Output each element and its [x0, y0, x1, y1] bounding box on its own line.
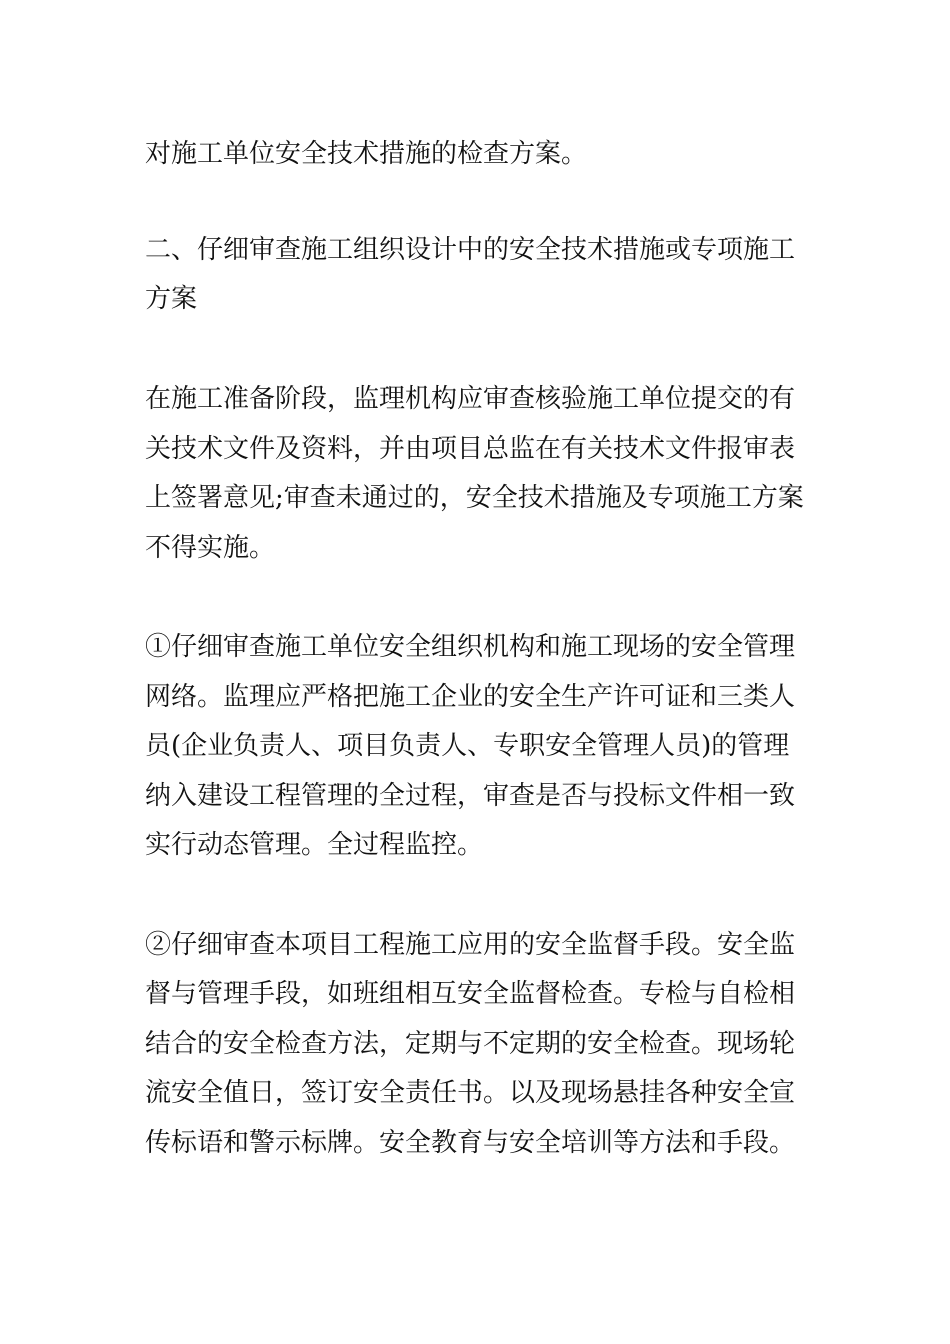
paragraph-4-line-3: 员(企业负责人、项目负责人、专职安全管理人员)的管理 [145, 731, 790, 761]
paragraph-2-line-1: 二、仔细审查施工组织设计中的安全技术措施或专项施工 [145, 235, 796, 265]
paragraph-5-line-3: 结合的安全检查方法，定期与不定期的安全检查。现场轮 [145, 1029, 796, 1059]
paragraph-3-line-2: 关技术文件及资料，并由项目总监在有关技术文件报审表 [145, 434, 796, 464]
paragraph-5-line-5: 传标语和警示标牌。安全教育与安全培训等方法和手段。 [145, 1128, 796, 1158]
paragraph-4-line-2: 网络。监理应严格把施工企业的安全生产许可证和三类人 [145, 682, 796, 712]
paragraph-5-line-1: ②仔细审查本项目工程施工应用的安全监督手段。安全监 [145, 930, 796, 960]
paragraph-5-line-2: 督与管理手段，如班组相互安全监督检查。专检与自检相 [145, 979, 796, 1009]
paragraph-4-line-4: 纳入建设工程管理的全过程，审查是否与投标文件相一致 [145, 781, 796, 811]
paragraph-3-line-4: 不得实施。 [145, 533, 276, 563]
paragraph-3-line-1: 在施工准备阶段，监理机构应审查核验施工单位提交的有 [145, 384, 796, 414]
paragraph-4-line-1: ①仔细审查施工单位安全组织机构和施工现场的安全管理 [145, 632, 796, 662]
paragraph-4-line-5: 实行动态管理。全过程监控。 [145, 830, 484, 860]
paragraph-5-line-4: 流安全值日，签订安全责任书。以及现场悬挂各种安全宣 [145, 1078, 796, 1108]
paragraph-2-line-2: 方案 [145, 284, 198, 314]
paragraph-3-line-3: 上签署意见;审查未通过的，安全技术措施及专项施工方案 [145, 483, 804, 513]
paragraph-1-line-1: 对施工单位安全技术措施的检查方案。 [145, 139, 588, 169]
